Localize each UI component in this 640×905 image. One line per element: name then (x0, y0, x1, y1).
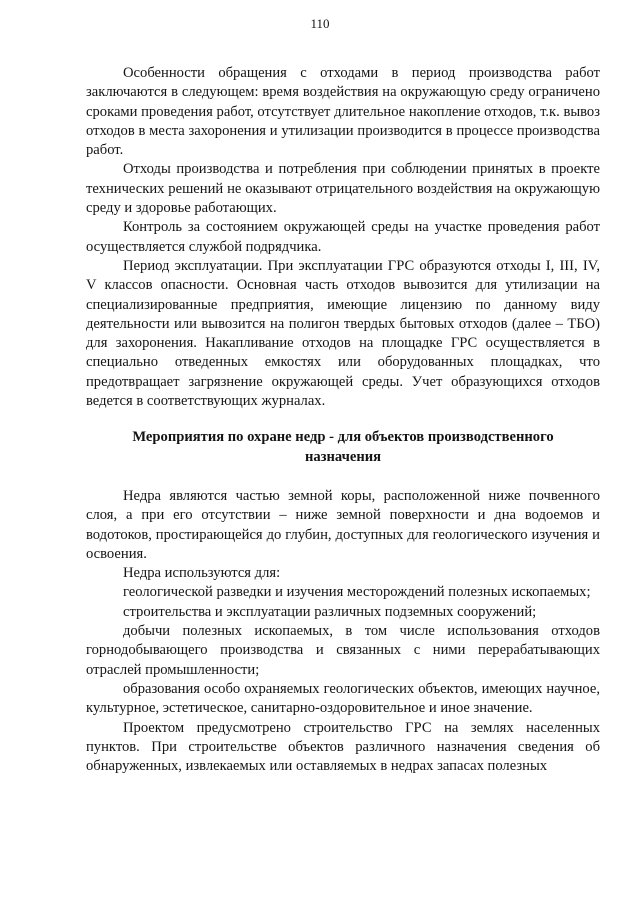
paragraph: Недра используются для: (123, 565, 281, 582)
paragraph: Проектом предусмотрено строительство ГРС на землях населенных пунктов. При строительстве объектов различного назначения сведения об обнаруженных, извлекаемых или оставляемых в недрах запасах полезных (86, 719, 600, 775)
page-content (86, 64, 600, 776)
paragraph: Период эксплуатации. При эксплуатации ГРС образуются отходы I, III, IV, V классов опасности. Основная часть отходов вывозится для утилизации на специализированные предприятия, имеющие лицензию по данному виду деятельности или вывозится на полигон твердых бытовых отходов (далее – ТБО) для захоронения. Накапливание отходов на площадке ГРС осуществляется в специально отведенных емкостях или оборудованных площадках, что предотвращает загрязнение окружающей среды. Учет образующихся отходов ведется в соответствующих журналах. (86, 257, 600, 410)
list-item: образования особо охраняемых геологических объектов, имеющих научное, культурное, эстетическое, санитарно-оздоровительное и иное значение. (86, 680, 600, 717)
paragraph: Особенности обращения с отходами в период производства работ заключаются в следующем: время воздействия на окружающую среду ограничено сроками проведения работ, отсутствует длительное накопление отходов, т.к. вывоз отходов в места захоронения и утилизации производится в процессе производства работ. (86, 65, 600, 159)
page-number: 110 (310, 16, 330, 31)
paragraph: Отходы производства и потребления при соблюдении принятых в проекте технических решений не оказывают отрицательного воздействия на окружающую среду и здоровье работающих. (86, 161, 600, 217)
paragraph: Недра являются частью земной коры, расположенной ниже почвенного слоя, а при его отсутствии – ниже земной поверхности и дна водоемов и водотоков, простирающейся до глубин, доступных для геологического изучения и освоения. (86, 487, 600, 562)
list-item: строительства и эксплуатации различных подземных сооружений; (123, 603, 537, 620)
list-item: добычи полезных ископаемых, в том числе использования отходов горнодобывающего производства и связанных с ними перерабатывающих отраслей промышленности; (86, 623, 600, 678)
paragraph: Контроль за состоянием окружающей среды на участке проведения работ осуществляется службой подрядчика. (86, 219, 600, 255)
section-heading: Мероприятия по охране недр - для объектов производственного назначения (132, 429, 554, 465)
list-item: геологической разведки и изучения месторождений полезных ископаемых; (123, 584, 591, 601)
